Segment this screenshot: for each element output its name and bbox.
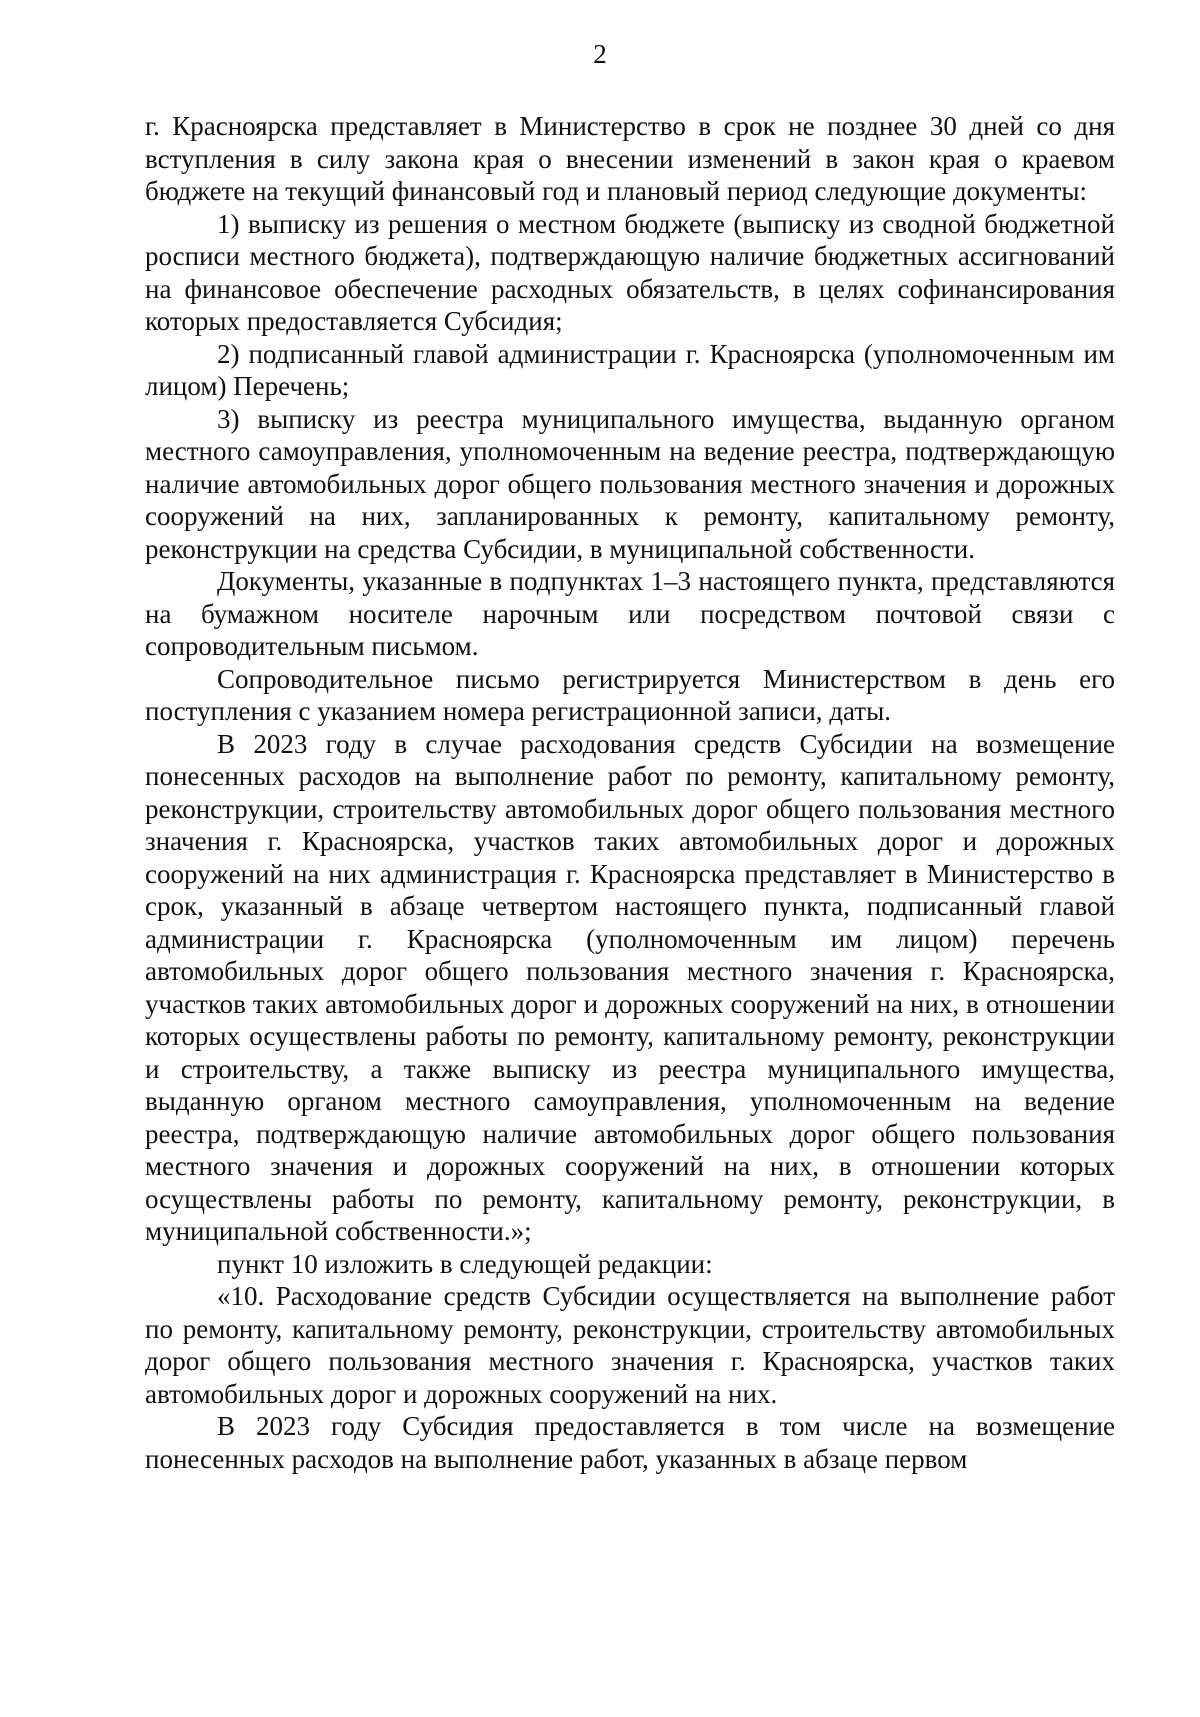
paragraph-7: В 2023 году в случае расходования средств Субсидии на возмещение понесенных расходов на выполнение работ по ремонту, капитальному ремонту, реконструкции, строительству автомобильных дорог общего пользования местного значения г. Красноярска, участков таких автомобильных дорог и дорожных сооружений на них администрация г. Красноярска представляет в Министерство в срок, указанный в абзаце четвертом настоящего пункта, подписанный главой администрации г. Красноярска (уполномоченным им лицом) перечень автомобильных дорог общего пользования местного значения г. Красноярска, участков таких автомобильных дорог и дорожных сооружений на них, в отношении которых осуществлены работы по ремонту, капитальному ремонту, реконструкции и строительству, а также выписку из реестра муниципального имущества, выданную органом местного самоуправления, уполномоченным на ведение реестра, подтверждающую наличие автомобильных дорог общего пользования местного значения и дорожных сооружений на них, в отношении которых осуществлены работы по ремонту, капитальному ремонту, реконструкции, в муниципальной собственности.»; <box>145 728 1115 1246</box>
paragraph-10: В 2023 году Субсидия предоставляется в том числе на возмещение понесенных расходов на выполнение работ, указанных в абзаце первом <box>145 1411 1115 1474</box>
page-number: 2 <box>593 39 607 69</box>
paragraph-1: г. Красноярска представляет в Министерство в срок не позднее 30 дней со дня вступления в силу закона края о внесении изменений в закон края о краевом бюджете на текущий финансовый год и плановый период следующие документы: <box>145 111 1115 206</box>
paragraph-5: Документы, указанные в подпунктах 1–3 настоящего пункта, представляются на бумажном носителе нарочным или посредством почтовой связи с сопроводительным письмом. <box>145 566 1115 661</box>
paragraph-6: Сопроводительное письмо регистрируется Министерством в день его поступления с указанием номера регистрационной записи, даты. <box>145 663 1115 726</box>
paragraph-2: 1) выписку из решения о местном бюджете (выписку из сводной бюджетной росписи местного бюджета), подтверждающую наличие бюджетных ассигнований на финансовое обеспечение расходных обязательств, в целях софинансирования которых предоставляется Субсидия; <box>145 208 1115 336</box>
paragraph-4: 3) выписку из реестра муниципального имущества, выданную органом местного самоуправления, уполномоченным на ведение реестра, подтверждающую наличие автомобильных дорог общего пользования местного значения и дорожных сооружений на них, запланированных к ремонту, капитальному ремонту, реконструкции на средства Субсидии, в муниципальной собственности. <box>145 403 1115 564</box>
paragraph-9: «10. Расходование средств Субсидии осуществляется на выполнение работ по ремонту, капитальному ремонту, реконструкции, строительству автомобильных дорог общего пользования местного значения г. Красноярска, участков таких автомобильных дорог и дорожных сооружений на них. <box>145 1281 1115 1409</box>
paragraph-8: пункт 10 изложить в следующей редакции: <box>217 1248 713 1279</box>
paragraph-3: 2) подписанный главой администрации г. Красноярска (уполномоченным им лицом) Перечень; <box>145 338 1115 401</box>
document-body <box>145 110 1115 1475</box>
